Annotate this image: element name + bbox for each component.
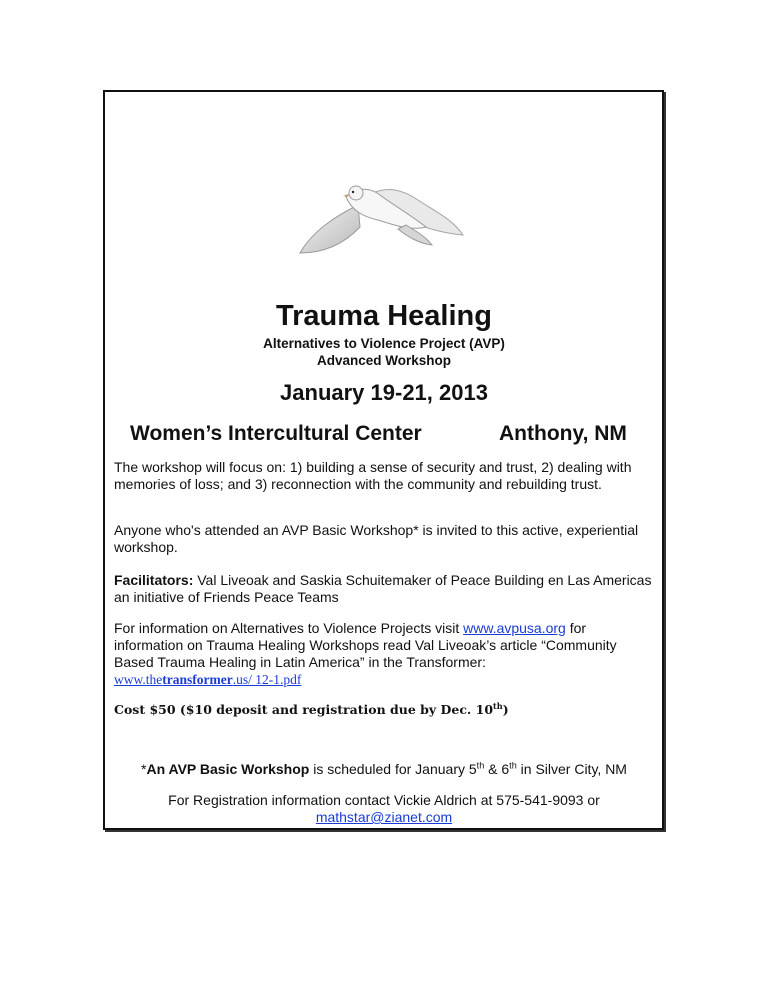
facilitators-label: Facilitators: bbox=[114, 572, 194, 588]
cost-line bbox=[114, 702, 509, 717]
venue-city: Anthony, NM bbox=[499, 422, 627, 445]
article-link-part-b: transformer bbox=[162, 672, 233, 687]
facilitators-text: Val Liveoak and Saskia Schuitemaker of Peace Building en Las Americas an initiative of Friends Peace Teams bbox=[114, 572, 652, 605]
subtitle bbox=[0, 335, 768, 369]
info-pre: For information on Alternatives to Violence Projects visit bbox=[114, 620, 464, 636]
avpusa-link[interactable]: www.avpusa.org bbox=[463, 620, 566, 636]
workshop-focus: The workshop will focus on: 1) building a sense of security and trust, 2) dealing with memories of loss; and 3) reconnection with the community and rebuilding trust. bbox=[114, 459, 632, 492]
info-paragraph bbox=[114, 620, 654, 688]
contact-text: For Registration information contact Vickie Aldrich at 575-541-9093 or bbox=[168, 792, 600, 808]
basic-mid: is scheduled for January 5 bbox=[309, 761, 477, 777]
basic-amp: & 6 bbox=[484, 761, 510, 777]
cost-sup: th bbox=[493, 700, 503, 711]
email-link[interactable]: mathstar@zianet.com bbox=[315, 809, 453, 825]
basic-pre: * bbox=[141, 761, 147, 777]
article-link-part-c: .us/ 12-1.pdf bbox=[232, 672, 302, 687]
basic-post: in Silver City, NM bbox=[516, 761, 627, 777]
page-title: Trauma Healing bbox=[276, 300, 492, 332]
invite-text: Anyone who's attended an AVP Basic Workshop* is invited to this active, experiential workshop. bbox=[114, 522, 639, 555]
cost-pre: Cost $50 ($10 deposit and registration due by Dec. 10 bbox=[114, 702, 494, 717]
basic-workshop-note bbox=[106, 761, 662, 778]
basic-sup-1: th bbox=[476, 760, 485, 771]
article-link[interactable] bbox=[114, 672, 301, 687]
basic-sup-2: th bbox=[509, 760, 517, 771]
event-dates: January 19-21, 2013 bbox=[280, 380, 488, 405]
venue-name: Women’s Intercultural Center bbox=[130, 422, 422, 445]
cost-post: ) bbox=[502, 702, 509, 717]
dove-icon bbox=[298, 165, 464, 265]
subtitle-line-2: Advanced Workshop bbox=[316, 353, 452, 368]
facilitators bbox=[114, 572, 654, 606]
article-link-part-a: www.the bbox=[114, 672, 163, 687]
subtitle-line-1: Alternatives to Violence Project (AVP) bbox=[263, 336, 505, 351]
registration-contact bbox=[106, 792, 662, 826]
basic-bold: An AVP Basic Workshop bbox=[146, 761, 310, 777]
info-post: for information on Trauma Healing Workshops read Val Liveoak’s article “Community Based Trauma Healing in Latin America” in the Transformer: bbox=[114, 620, 617, 670]
